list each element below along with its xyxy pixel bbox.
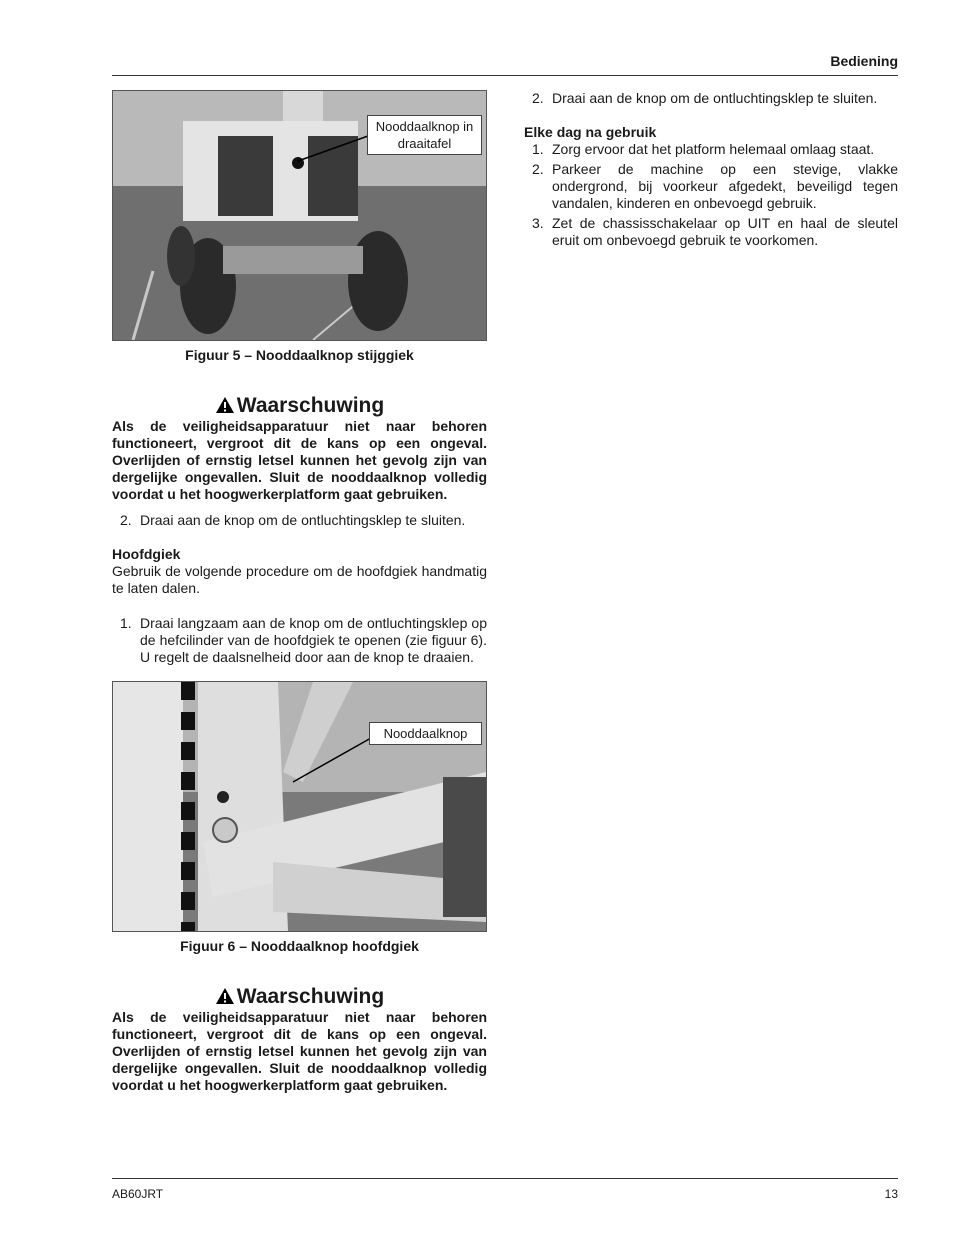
- list-item: [524, 141, 898, 158]
- step-text: Parkeer de machine op een stevige, vlakke ondergrond, bij voorkeur afgedekt, beveiligd tegen vandalen, kinderen en onbevoegd gebruik.: [552, 161, 898, 211]
- figure-6: [112, 681, 487, 932]
- figure-6-caption: Figuur 6 – Nooddaalknop hoofdgiek: [180, 938, 419, 954]
- warning-2-text: Als de veiligheidsapparatuur niet naar behoren functioneert, vergroot dit de kans op een ongeval. Overlijden of ernstig letsel kunnen het gevolg zijn van dergelijke ongevallen. Sluit de nooddaalknop volledig voordat u het hoogwerkerplatform gaat gebruiken.: [112, 1009, 487, 1093]
- warning-1-text: Als de veiligheidsapparatuur niet naar behoren functioneert, vergroot dit de kans op een ongeval. Overlijden of ernstig letsel kunnen het gevolg zijn van dergelijke ongevallen. Sluit de nooddaalknop volledig voordat u het hoogwerkerplatform gaat gebruiken.: [112, 418, 487, 502]
- footer-model: AB60JRT: [112, 1187, 164, 1201]
- right-close-step-list: [524, 90, 898, 107]
- step-text: Draai aan de knop om de ontluchtingsklep te sluiten.: [140, 512, 466, 528]
- step-text: Zet de chassisschakelaar op UIT en haal de sleutel eruit om onbevoegd gebruik te voorkomen.: [552, 215, 898, 248]
- left-column: [112, 90, 487, 1094]
- step-number: 2.: [532, 90, 544, 106]
- warning-icon: [215, 396, 235, 414]
- step-number: 2.: [532, 161, 544, 177]
- step-number: 2.: [120, 512, 132, 528]
- figure-5-callout: Nooddaalknop in draaitafel: [367, 115, 482, 155]
- left-close-step-list: [112, 512, 487, 529]
- warning-2-title-text: Waarschuwing: [236, 985, 385, 1008]
- list-item: [524, 90, 898, 107]
- warning-1-title: [112, 394, 487, 418]
- step-text: Draai aan de knop om de ontluchtingsklep te sluiten.: [552, 90, 878, 106]
- hoofdgiek-heading: Hoofdgiek: [112, 546, 181, 562]
- step-number: 1.: [120, 615, 132, 631]
- figure-6-photo: [113, 682, 486, 931]
- figure-5: [112, 90, 487, 341]
- daily-heading: Elke dag na gebruik: [524, 124, 657, 140]
- warning-icon: [215, 987, 235, 1005]
- daily-step-list: [524, 141, 898, 249]
- step-number: 1.: [532, 141, 544, 157]
- list-item: [524, 161, 898, 212]
- figure-5-caption: Figuur 5 – Nooddaalknop stijggiek: [185, 347, 414, 363]
- list-item: [524, 215, 898, 249]
- list-item: [112, 615, 487, 666]
- step-text: Zorg ervoor dat het platform helemaal omlaag staat.: [552, 141, 875, 157]
- warning-2-title: [112, 985, 487, 1009]
- hoofdgiek-intro: Gebruik de volgende procedure om de hoofdgiek handmatig te laten dalen.: [112, 563, 487, 596]
- section-title: Bediening: [830, 53, 898, 69]
- list-item: [112, 512, 487, 529]
- figure-6-callout: Nooddaalknop: [369, 722, 482, 745]
- hoofdgiek-step-list: [112, 615, 487, 666]
- footer-rule: [112, 1178, 898, 1179]
- step-number: 3.: [532, 215, 544, 231]
- right-column: [524, 90, 898, 249]
- header-rule: [112, 75, 898, 76]
- step-text: Draai langzaam aan de knop om de ontluchtingsklep op de hefcilinder van de hoofdgiek te openen (zie figuur 6). U regelt de daalsnelheid door aan de knop te draaien.: [140, 615, 487, 665]
- page-number: 13: [884, 1187, 898, 1201]
- warning-1-title-text: Waarschuwing: [236, 394, 385, 417]
